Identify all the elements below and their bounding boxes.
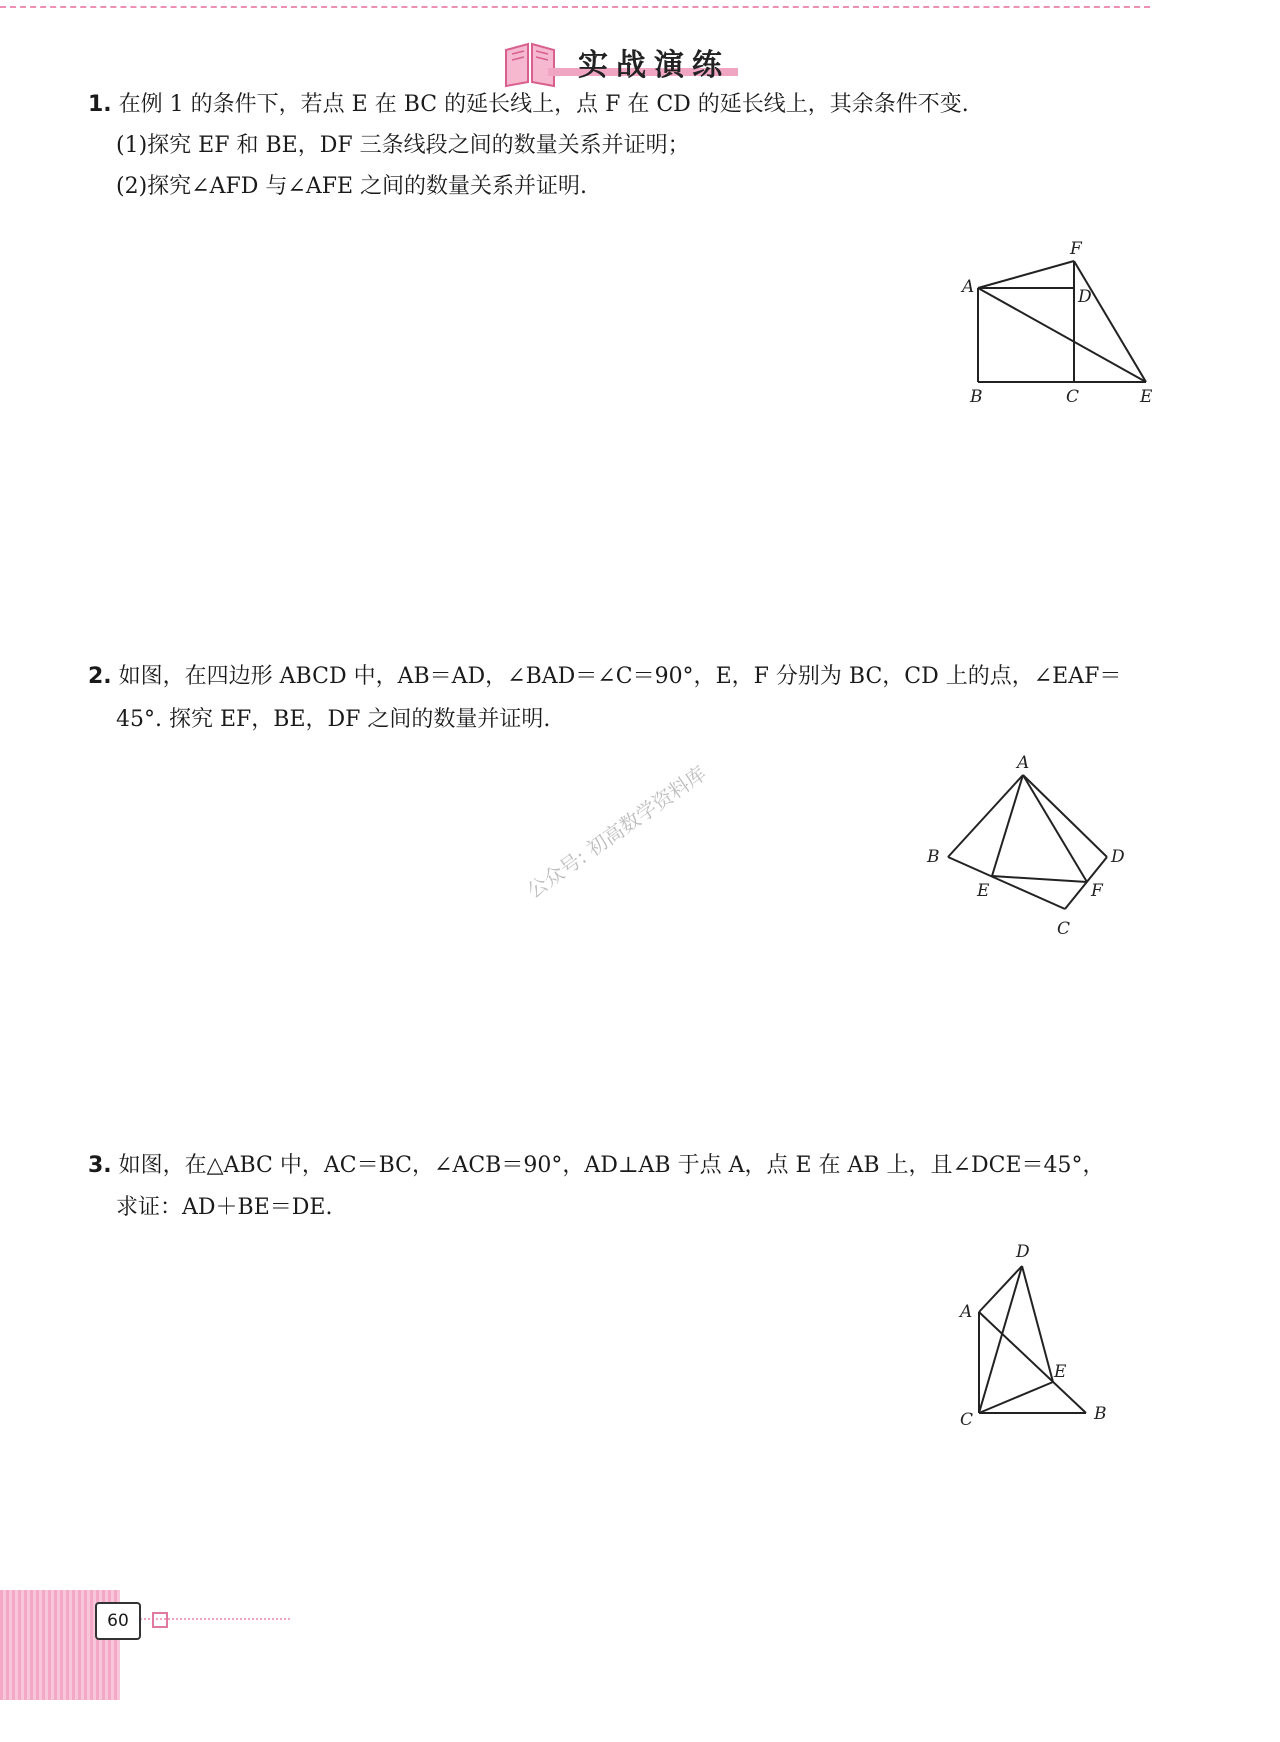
label-d: D [1078,287,1092,307]
question-text: 在例 1 的条件下，若点 E 在 BC 的延长线上，点 F 在 CD 的延长线上，其余条件不变. [118,92,969,117]
figure-q2 [915,750,1135,950]
question-text: 如图，在△ABC 中，AC＝BC，∠ACB＝90°，AD⊥AB 于点 A，点 E 在 AB 上，且∠DCE＝45°， [118,1153,1105,1178]
label-d: D [1016,1242,1030,1262]
question-1 [88,90,969,120]
label-b: B [970,387,983,407]
label-c: C [960,1410,974,1430]
label-e: E [977,881,990,901]
segment-bc [948,857,1065,909]
footer-dotted-rule [120,1618,290,1620]
watermark: 公众号: 初高数学资料库 [522,761,711,903]
question-3 [88,1151,1105,1181]
segment-fe [1074,261,1146,382]
label-f: F [1070,239,1082,259]
segment-af [978,261,1074,288]
label-d: D [1111,847,1125,867]
label-a: A [962,277,975,297]
segment-de [1022,1266,1053,1382]
section-header [500,38,750,88]
label-c: C [1066,387,1080,407]
question-1-part-1: (1)探究 EF 和 BE，DF 三条线段之间的数量关系并证明； [116,133,690,158]
segment-ae [978,288,1146,382]
segment-ab [948,775,1023,857]
label-e: E [1140,387,1153,407]
label-c: C [1057,919,1071,939]
figure-q3 [950,1235,1130,1435]
label-a: A [960,1302,973,1322]
label-b: B [1094,1404,1107,1424]
question-number: 3. [88,1153,112,1178]
question-number: 2. [88,664,112,689]
page-number: 60 [95,1602,141,1640]
figure-q1 [950,230,1160,410]
segment-ce [979,1382,1053,1413]
question-2-line-2: 45°. 探究 EF，BE，DF 之间的数量并证明. [116,707,551,732]
question-2 [88,662,1121,692]
label-e: E [1054,1362,1067,1382]
segment-ab [979,1312,1086,1413]
label-b: B [927,847,940,867]
question-number: 1. [88,92,112,117]
book-icon [500,38,560,88]
label-a: A [1017,753,1030,773]
question-3-line-2: 求证：AD＋BE＝DE. [116,1195,333,1220]
top-dashed-rule [0,0,1150,8]
label-f: F [1091,881,1103,901]
question-1-part-2: (2)探究∠AFD 与∠AFE 之间的数量关系并证明. [116,174,588,199]
square-icon [152,1612,168,1628]
segment-ef [992,876,1087,882]
question-text: 如图，在四边形 ABCD 中，AB＝AD，∠BAD＝∠C＝90°，E，F 分别为 BC，CD 上的点，∠EAF＝ [118,664,1122,689]
section-title: 实战演练 [578,48,730,83]
segment-ae [992,775,1023,876]
